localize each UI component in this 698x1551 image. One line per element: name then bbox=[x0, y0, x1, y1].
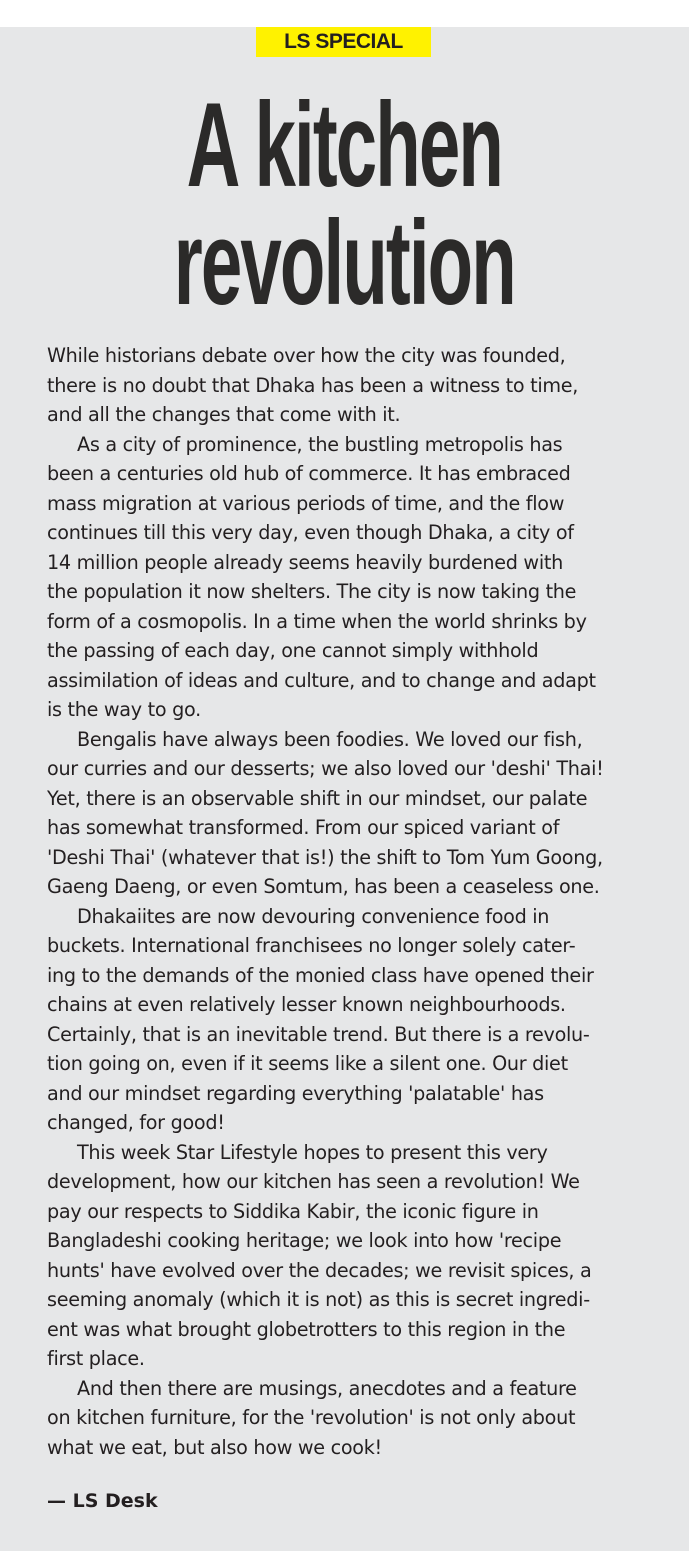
body-line: hunts' have evolved over the decades; we revisit spices, a bbox=[47, 1258, 592, 1282]
body-line: the passing of each day, one cannot simply withhold bbox=[47, 639, 539, 662]
body-line: our curries and our desserts; we also loved our 'deshi' Thai! bbox=[47, 757, 604, 780]
headline-line-2: revolution bbox=[173, 196, 515, 330]
body-line: Bengalis have always been foodies. We loved our fish, bbox=[77, 727, 583, 751]
body-line: Yet, there is an observable shift in our mindset, our palate bbox=[47, 786, 588, 810]
body-line: assimilation of ideas and culture, and to change and adapt bbox=[47, 668, 596, 692]
author-signature: — LS Desk bbox=[47, 1490, 158, 1512]
body-line: ent was what brought globetrotters to this region in the bbox=[47, 1317, 566, 1341]
body-line: the population it now shelters. The city is now taking the bbox=[47, 580, 577, 603]
body-line: has somewhat transformed. From our spiced variant of bbox=[47, 816, 560, 839]
body-line: form of a cosmopolis. In a time when the world shrinks by bbox=[47, 609, 587, 633]
body-line: tion going on, even if it seems like a silent one. Our diet bbox=[47, 1052, 568, 1075]
body-line: seeming anomaly (which it is not) as this is secret ingredi- bbox=[47, 1288, 590, 1311]
body-line: ing to the demands of the monied class have opened their bbox=[47, 963, 594, 987]
body-line: what we eat, but also how we cook! bbox=[47, 1435, 382, 1459]
body-line: continues till this very day, even though Dhaka, a city of bbox=[47, 521, 574, 544]
article-body bbox=[47, 341, 647, 1462]
body-line: 'Deshi Thai' (whatever that is!) the shift to Tom Yum Goong, bbox=[47, 845, 603, 869]
body-line: Bangladeshi cooking heritage; we look into how 'recipe bbox=[47, 1229, 562, 1252]
body-line: chains at even relatively lesser known neighbourhoods. bbox=[47, 993, 566, 1016]
headline-line-1: A kitchen bbox=[186, 78, 502, 212]
body-line: and our mindset regarding everything 'palatable' has bbox=[47, 1081, 544, 1105]
body-line: development, how our kitchen has seen a revolution! We bbox=[47, 1170, 580, 1193]
body-line: on kitchen furniture, for the 'revolution' is not only about bbox=[47, 1406, 576, 1429]
body-line: And then there are musings, anecdotes and a feature bbox=[77, 1376, 577, 1400]
body-line: buckets. International franchisees no longer solely cater- bbox=[47, 934, 576, 957]
headline bbox=[131, 78, 558, 330]
section-badge: LS SPECIAL bbox=[256, 27, 431, 57]
body-line: pay our respects to Siddika Kabir, the iconic figure in bbox=[47, 1199, 539, 1223]
body-line: first place. bbox=[47, 1347, 145, 1370]
body-line: Gaeng Daeng, or even Somtum, has been a ceaseless one. bbox=[47, 875, 600, 898]
body-line: changed, for good! bbox=[47, 1111, 225, 1134]
body-line: 14 million people already seems heavily burdened with bbox=[47, 550, 563, 574]
body-line: is the way to go. bbox=[47, 698, 201, 721]
body-line: Certainly, that is an inevitable trend. But there is a revolu- bbox=[47, 1022, 590, 1046]
body-line: and all the changes that come with it. bbox=[47, 403, 401, 426]
body-line: there is no doubt that Dhaka has been a witness to time, bbox=[47, 373, 579, 397]
body-line: As a city of prominence, the bustling metropolis has bbox=[77, 432, 563, 456]
body-line: been a centuries old hub of commerce. It has embraced bbox=[47, 462, 571, 485]
body-line: While historians debate over how the city was founded, bbox=[47, 344, 566, 367]
body-line: This week Star Lifestyle hopes to present this very bbox=[77, 1140, 548, 1164]
body-line: Dhakaiites are now devouring convenience food in bbox=[77, 904, 550, 928]
body-line: mass migration at various periods of time, and the flow bbox=[47, 491, 565, 515]
